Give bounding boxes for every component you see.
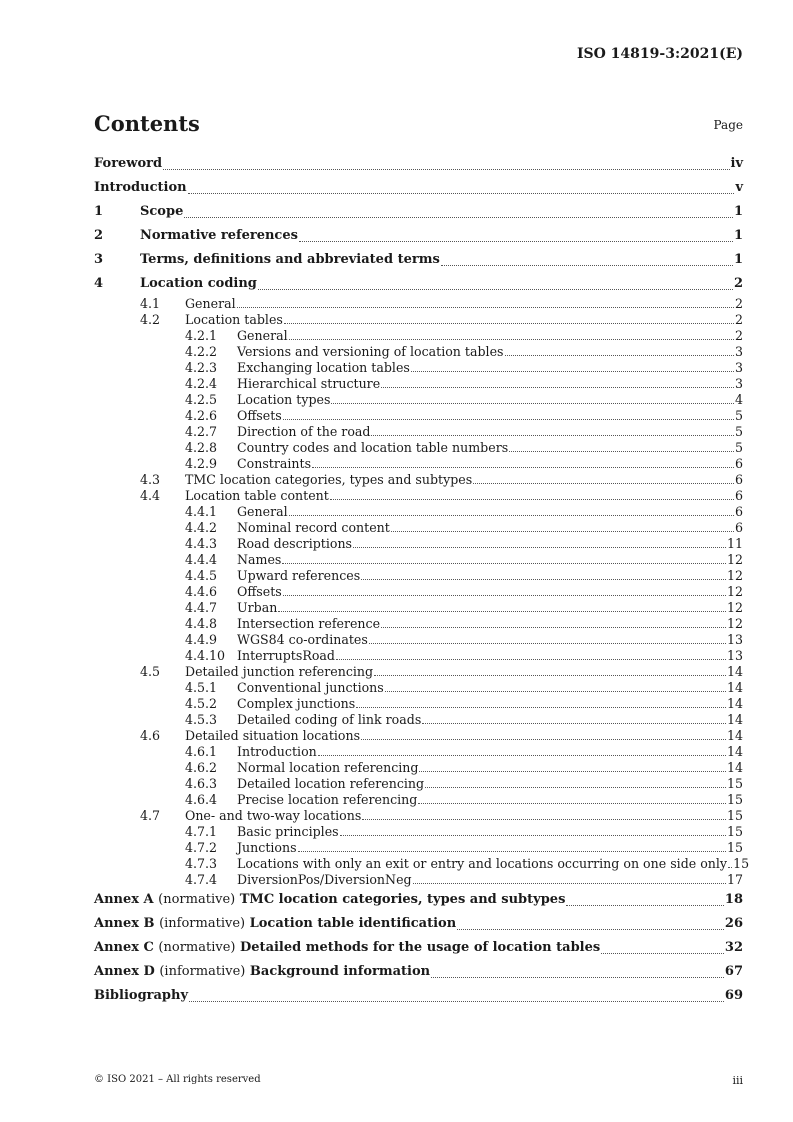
dot-leader — [284, 323, 734, 324]
toc-entry[interactable] — [94, 424, 743, 440]
dot-leader — [441, 265, 733, 266]
toc-entry[interactable] — [94, 456, 743, 472]
toc-entry[interactable] — [94, 600, 743, 616]
toc-entry[interactable] — [94, 224, 743, 248]
toc-entry-page: 6 — [734, 472, 743, 487]
toc-entry-page: 6 — [734, 504, 743, 519]
toc-entry-number: 2 — [94, 228, 104, 243]
toc-entry-number: 4.5.3 — [185, 712, 218, 727]
dot-leader — [330, 499, 734, 500]
toc-entry[interactable] — [94, 728, 743, 744]
toc-entry-number: 4.6.2 — [185, 760, 218, 775]
dot-leader — [369, 643, 726, 644]
dot-leader — [356, 707, 726, 708]
toc-entry-number: 4.4.4 — [185, 552, 218, 567]
annex-label: Annex A — [94, 892, 154, 907]
toc-entry-number: 4.4.9 — [185, 632, 218, 647]
toc-entry-title: Location table content — [185, 488, 329, 503]
toc-entry-title: Normative references — [140, 228, 298, 243]
toc-entry-page: 17 — [726, 872, 743, 887]
toc-entry[interactable] — [94, 248, 743, 272]
toc-entry-title: Detailed coding of link roads — [237, 712, 422, 727]
toc-entry-page: 2 — [734, 296, 743, 311]
toc-entry[interactable] — [94, 696, 743, 712]
toc-entry-page: 13 — [726, 648, 743, 663]
toc-entry-page: v — [735, 180, 743, 195]
toc-entry[interactable] — [94, 296, 743, 312]
toc-entry-page: 1 — [733, 228, 743, 243]
toc-entry-page: 14 — [726, 744, 743, 759]
table-of-contents — [94, 152, 750, 1008]
toc-entry-page: 15 — [726, 808, 743, 823]
toc-entry-number: 4.2.6 — [185, 408, 218, 423]
toc-entry-page: 11 — [726, 536, 743, 551]
toc-entry-page: 12 — [726, 568, 743, 583]
toc-entry-title: Road descriptions — [237, 536, 353, 551]
toc-entry[interactable] — [94, 568, 743, 584]
dot-leader — [318, 755, 726, 756]
dot-leader — [381, 627, 726, 628]
toc-entry-number: 4.2 — [140, 312, 161, 327]
toc-entry-title: InterruptsRoad — [237, 648, 335, 663]
toc-entry-page: 4 — [734, 392, 743, 407]
toc-entry-page: 12 — [726, 552, 743, 567]
toc-entry-title: Basic principles — [237, 824, 339, 839]
dot-leader — [419, 771, 725, 772]
dot-leader — [374, 675, 726, 676]
toc-entry-page: 12 — [726, 616, 743, 631]
dot-leader — [312, 467, 734, 468]
toc-entry[interactable] — [94, 440, 743, 456]
toc-entry-number: 4.7.1 — [185, 824, 218, 839]
toc-entry[interactable] — [94, 760, 743, 776]
toc-entry-page: 6 — [734, 520, 743, 535]
toc-entry-page: 1 — [733, 204, 743, 219]
toc-entry-number: 4.4.2 — [185, 520, 218, 535]
toc-entry-number: 4.4.1 — [185, 504, 218, 519]
toc-entry[interactable] — [94, 936, 743, 960]
toc-entry[interactable] — [94, 552, 743, 568]
dot-leader — [353, 547, 726, 548]
toc-entry-title: Constraints — [237, 456, 312, 471]
toc-entry-title: Introduction — [237, 744, 317, 759]
dot-leader — [505, 355, 734, 356]
toc-entry[interactable] — [94, 488, 743, 504]
toc-entry-number: 4.2.5 — [185, 392, 218, 407]
toc-entry-page: 14 — [726, 664, 743, 679]
toc-entry-page: 3 — [734, 344, 743, 359]
toc-entry-title: Bibliography — [94, 988, 189, 1003]
toc-entry-page: 32 — [724, 940, 743, 955]
toc-entry-page: 5 — [734, 424, 743, 439]
toc-entry-number: 4 — [94, 276, 104, 291]
toc-entry[interactable] — [94, 856, 750, 872]
toc-entry-page: 18 — [724, 892, 743, 907]
toc-entry-title: Upward references — [237, 568, 361, 583]
toc-entry-number: 4.4.3 — [185, 536, 218, 551]
toc-entry-page: 3 — [734, 376, 743, 391]
toc-entry-title: Versions and versioning of location tables — [237, 344, 504, 359]
toc-entry-title: Urban — [237, 600, 278, 615]
dot-leader — [299, 241, 733, 242]
dot-leader — [425, 787, 726, 788]
toc-entry[interactable] — [94, 648, 743, 664]
toc-entry-title: Location table identification — [249, 916, 457, 931]
toc-entry[interactable] — [94, 328, 743, 344]
dot-leader — [422, 723, 726, 724]
toc-entry-page: 14 — [726, 696, 743, 711]
toc-entry[interactable] — [94, 360, 743, 376]
annex-type: (informative) — [159, 916, 246, 931]
toc-entry-title: Location types — [237, 392, 331, 407]
toc-entry-title: General — [237, 504, 288, 519]
page-title: Contents — [94, 111, 200, 136]
toc-entry[interactable] — [94, 376, 743, 392]
page-number: iii — [732, 1074, 743, 1087]
toc-entry-title: Nominal record content — [237, 520, 390, 535]
toc-entry-page: 6 — [734, 488, 743, 503]
toc-entry-title: TMC location categories, types and subtypes — [239, 892, 566, 907]
toc-entry[interactable] — [94, 912, 743, 936]
toc-entry-page: 13 — [726, 632, 743, 647]
annex-label: Annex C — [94, 940, 154, 955]
toc-entry-title: TMC location categories, types and subtypes — [185, 472, 473, 487]
dot-leader — [283, 595, 726, 596]
toc-entry-title: Direction of the road — [237, 424, 371, 439]
dot-leader — [188, 193, 735, 194]
dot-leader — [361, 579, 726, 580]
toc-entry-page: 5 — [734, 440, 743, 455]
toc-entry-title: General — [237, 328, 288, 343]
toc-entry[interactable] — [94, 472, 743, 488]
toc-entry-number: 4.6.1 — [185, 744, 218, 759]
annex-label: Annex D — [94, 964, 155, 979]
dot-leader — [289, 339, 734, 340]
toc-entry-number: 4.4 — [140, 488, 161, 503]
toc-entry[interactable] — [94, 152, 743, 176]
toc-entry-title: Detailed junction referencing — [185, 664, 374, 679]
toc-entry-title: One- and two-way locations — [185, 808, 362, 823]
dot-leader — [391, 531, 734, 532]
toc-entry[interactable] — [94, 808, 743, 824]
toc-entry-page: 14 — [726, 712, 743, 727]
dot-leader — [336, 659, 726, 660]
toc-entry-title: Names — [237, 552, 282, 567]
toc-entry-number: 4.4.5 — [185, 568, 218, 583]
toc-entry[interactable] — [94, 536, 743, 552]
dot-leader — [381, 387, 734, 388]
toc-entry-page: 15 — [726, 792, 743, 807]
toc-entry-number: 4.7.3 — [185, 856, 218, 871]
toc-entry-page: 1 — [733, 252, 743, 267]
dot-leader — [411, 371, 734, 372]
toc-entry-number: 4.1 — [140, 296, 161, 311]
toc-entry[interactable] — [94, 312, 743, 328]
toc-entry-title: Terms, definitions and abbreviated terms — [140, 252, 440, 267]
dot-leader — [385, 691, 726, 692]
toc-entry-number: 4.7 — [140, 808, 161, 823]
dot-leader — [473, 483, 734, 484]
toc-entry-number: 4.5.2 — [185, 696, 218, 711]
dot-leader — [184, 217, 733, 218]
toc-entry-page: 15 — [726, 776, 743, 791]
dot-leader — [509, 451, 734, 452]
toc-entry-number: 4.5.1 — [185, 680, 218, 695]
toc-entry-title: Normal location referencing — [237, 760, 419, 775]
toc-entry[interactable] — [94, 408, 743, 424]
toc-entry-title: Detailed methods for the usage of location tables — [240, 940, 601, 955]
page-column-label: Page — [713, 118, 743, 132]
toc-entry-title: Background information — [249, 964, 431, 979]
dot-leader — [189, 1001, 724, 1002]
toc-entry-page: 14 — [726, 760, 743, 775]
toc-entry-title: WGS84 co-ordinates — [237, 632, 368, 647]
toc-entry[interactable] — [94, 272, 743, 296]
dot-leader — [361, 739, 726, 740]
toc-entry-title: Country codes and location table numbers — [237, 440, 509, 455]
toc-entry-title: Locations with only an exit or entry and locations occurring on one side only — [237, 856, 728, 871]
toc-entry-page: 26 — [724, 916, 743, 931]
dot-leader — [282, 563, 726, 564]
toc-entry-title: Detailed situation locations — [185, 728, 361, 743]
toc-entry-number: 4.4.6 — [185, 584, 218, 599]
toc-entry-page: 67 — [724, 964, 743, 979]
toc-entry[interactable] — [94, 632, 743, 648]
toc-entry-title: Detailed location referencing — [237, 776, 425, 791]
toc-entry[interactable] — [94, 712, 743, 728]
toc-entry-title: Intersection reference — [237, 616, 381, 631]
toc-entry-number: 4.5 — [140, 664, 161, 679]
dot-leader — [457, 929, 724, 930]
toc-entry-number: 4.6.4 — [185, 792, 218, 807]
toc-entry-title: Offsets — [237, 408, 282, 423]
toc-entry-title: Foreword — [94, 156, 163, 171]
toc-entry[interactable] — [94, 888, 743, 912]
toc-entry[interactable] — [94, 176, 743, 200]
toc-entry-number: 3 — [94, 252, 104, 267]
toc-entry-title: General — [185, 296, 236, 311]
toc-entry-page: 15 — [726, 840, 743, 855]
toc-entry[interactable] — [94, 960, 743, 984]
dot-leader — [418, 803, 726, 804]
toc-entry-number: 4.7.4 — [185, 872, 218, 887]
toc-entry-page: 15 — [726, 824, 743, 839]
toc-entry-page: 12 — [726, 584, 743, 599]
toc-entry-number: 4.2.7 — [185, 424, 218, 439]
dot-leader — [566, 905, 724, 906]
toc-entry-number: 4.2.4 — [185, 376, 218, 391]
annex-type: (normative) — [158, 892, 236, 907]
toc-entry-number: 4.3 — [140, 472, 161, 487]
toc-entry-page: 14 — [726, 680, 743, 695]
toc-entry-page: 14 — [726, 728, 743, 743]
dot-leader — [278, 611, 726, 612]
dot-leader — [728, 867, 732, 868]
dot-leader — [431, 977, 724, 978]
copyright-notice: © ISO 2021 – All rights reserved — [94, 1074, 261, 1085]
toc-entry-number: 4.4.8 — [185, 616, 218, 631]
toc-entry-title: Hierarchical structure — [237, 376, 381, 391]
toc-entry-page: iv — [730, 156, 743, 171]
toc-entry-number: 4.2.1 — [185, 328, 218, 343]
dot-leader — [283, 419, 734, 420]
toc-entry-page: 15 — [733, 856, 750, 871]
dot-leader — [362, 819, 726, 820]
dot-leader — [163, 169, 729, 170]
toc-entry[interactable] — [94, 520, 743, 536]
dot-leader — [289, 515, 734, 516]
toc-entry[interactable] — [94, 984, 743, 1008]
toc-entry-title: Exchanging location tables — [237, 360, 410, 375]
dot-leader — [601, 953, 724, 954]
toc-entry-page: 12 — [726, 600, 743, 615]
annex-label: Annex B — [94, 916, 155, 931]
toc-entry[interactable] — [94, 824, 743, 840]
toc-entry[interactable] — [94, 504, 743, 520]
toc-entry-page: 2 — [734, 312, 743, 327]
toc-entry-number: 4.6.3 — [185, 776, 218, 791]
toc-entry-number: 4.4.7 — [185, 600, 218, 615]
toc-entry-page: 69 — [724, 988, 743, 1003]
dot-leader — [237, 307, 734, 308]
toc-entry-number: 4.7.2 — [185, 840, 218, 855]
toc-entry[interactable] — [94, 584, 743, 600]
toc-entry-number: 4.2.3 — [185, 360, 218, 375]
toc-entry-title: Introduction — [94, 180, 187, 195]
dot-leader — [331, 403, 734, 404]
toc-entry[interactable] — [94, 872, 743, 888]
toc-entry-number: 4.2.8 — [185, 440, 218, 455]
toc-entry-number: 4.6 — [140, 728, 161, 743]
toc-entry-title: Offsets — [237, 584, 282, 599]
toc-entry[interactable] — [94, 744, 743, 760]
dot-leader — [413, 883, 726, 884]
toc-entry-number: 4.4.10 — [185, 648, 226, 663]
toc-entry-number: 4.2.2 — [185, 344, 218, 359]
toc-entry-number: 1 — [94, 204, 104, 219]
toc-entry-title: Conventional junctions — [237, 680, 384, 695]
toc-entry[interactable] — [94, 344, 743, 360]
toc-entry-page: 2 — [733, 276, 743, 291]
toc-entry-title: Location tables — [185, 312, 283, 327]
toc-entry-title: Junctions — [237, 840, 297, 855]
toc-entry[interactable] — [94, 664, 743, 680]
toc-entry[interactable] — [94, 616, 743, 632]
dot-leader — [298, 851, 726, 852]
toc-entry-title: Scope — [140, 204, 184, 219]
dot-leader — [340, 835, 726, 836]
toc-entry-title: Complex junctions — [237, 696, 356, 711]
toc-entry[interactable] — [94, 200, 743, 224]
toc-entry-page: 2 — [734, 328, 743, 343]
annex-type: (informative) — [159, 964, 246, 979]
toc-entry[interactable] — [94, 792, 743, 808]
toc-entry-page: 6 — [734, 456, 743, 471]
toc-entry-title: Precise location referencing — [237, 792, 418, 807]
toc-entry-number: 4.2.9 — [185, 456, 218, 471]
toc-entry-page: 3 — [734, 360, 743, 375]
toc-entry[interactable] — [94, 392, 743, 408]
toc-entry[interactable] — [94, 776, 743, 792]
dot-leader — [258, 289, 733, 290]
toc-entry[interactable] — [94, 680, 743, 696]
annex-type: (normative) — [158, 940, 236, 955]
toc-entry-title: Location coding — [140, 276, 257, 291]
toc-entry[interactable] — [94, 840, 743, 856]
toc-entry-page: 5 — [734, 408, 743, 423]
document-id: ISO 14819-3:2021(E) — [576, 46, 743, 62]
toc-entry-title: DiversionPos/DiversionNeg — [237, 872, 412, 887]
dot-leader — [371, 435, 734, 436]
